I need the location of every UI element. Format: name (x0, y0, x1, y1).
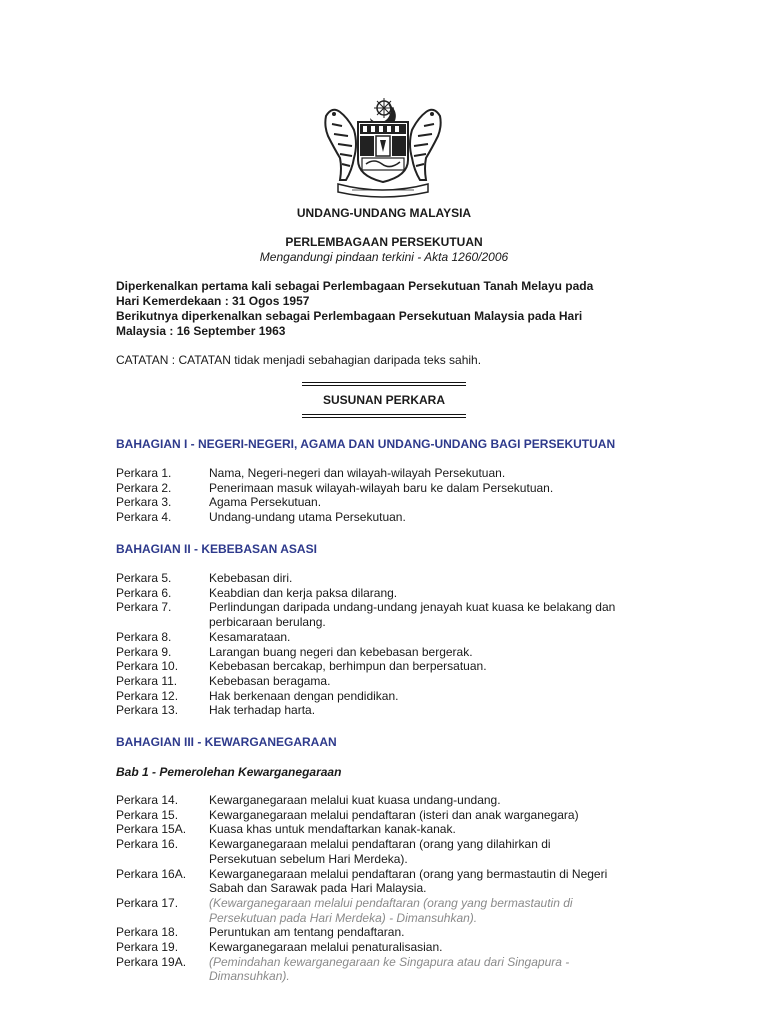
article-row (116, 822, 656, 837)
divider-top (302, 382, 466, 386)
article-title: Kebebasan diri. (209, 571, 293, 585)
article-title-repealed (209, 896, 656, 925)
article-number: Perkara 7. (116, 600, 172, 615)
article-title: Kebebasan beragama. (209, 673, 331, 688)
article-row (116, 466, 656, 481)
document-title: UNDANG-UNDANG MALAYSIA (296, 206, 472, 220)
article-title (209, 867, 656, 896)
article-title: Kesamarataan. (209, 629, 291, 644)
article-number: Perkara 19A. (116, 954, 187, 969)
article-number: Perkara 5. (116, 571, 172, 585)
article-title-line: Persekutuan sebelum Hari Merdeka). (209, 851, 408, 866)
article-row (116, 659, 656, 674)
article-row (116, 837, 656, 866)
article-row (116, 630, 656, 645)
article-title: Kuasa khas untuk mendaftarkan kanak-kanak. (209, 822, 456, 837)
article-title-repealed (209, 955, 656, 984)
article-title (209, 837, 656, 866)
article-row (116, 867, 656, 896)
article-title: Agama Persekutuan. (209, 495, 322, 510)
article-title: Penerimaan masuk wilayah-wilayah baru ke dalam Persekutuan. (209, 480, 554, 495)
article-row (116, 645, 656, 660)
article-number: Perkara 2. (116, 480, 172, 495)
article-number: Perkara 3. (116, 495, 172, 510)
article-row (116, 481, 656, 496)
article-row (116, 689, 656, 704)
article-title-line: (Kewarganegaraan melalui pendaftaran (orang yang bermastautin di (209, 895, 573, 910)
article-row (116, 793, 656, 808)
intro-paragraph (116, 279, 656, 339)
intro-line: Hari Kemerdekaan : 31 Ogos 1957 (116, 294, 310, 308)
article-title: Undang-undang utama Persekutuan. (209, 510, 406, 525)
article-number: Perkara 16A. (116, 866, 187, 881)
article-title: Kewarganegaraan melalui kuat kuasa undang-undang. (209, 793, 501, 807)
article-list (116, 571, 656, 718)
article-number: Perkara 9. (116, 644, 172, 659)
article-title: Hak berkenaan dengan pendidikan. (209, 688, 399, 703)
article-title: Peruntukan am tentang pendaftaran. (209, 925, 405, 940)
malaysia-coat-of-arms-icon (318, 96, 448, 198)
article-number: Perkara 6. (116, 585, 172, 600)
article-row (116, 495, 656, 510)
part-heading: BAHAGIAN II - KEBEBASAN ASASI (116, 542, 317, 556)
article-number: Perkara 15A. (116, 822, 187, 837)
article-title-line: Dimansuhkan). (209, 969, 290, 984)
article-number: Perkara 15. (116, 807, 179, 822)
article-title-line: Perlindungan daripada undang-undang jenayah kuat kuasa ke belakang dan (209, 600, 616, 615)
divider-bottom (302, 414, 466, 418)
intro-line: Diperkenalkan pertama kali sebagai Perlembagaan Persekutuan Tanah Melayu pada (116, 279, 594, 293)
article-row (116, 808, 656, 823)
part-heading: BAHAGIAN III - KEWARGANEGARAAN (116, 735, 337, 749)
article-row (116, 955, 656, 984)
article-title-line: Kewarganegaraan melalui pendaftaran (orang yang dilahirkan di (209, 837, 551, 852)
article-number: Perkara 13. (116, 703, 179, 718)
article-number: Perkara 19. (116, 940, 179, 955)
article-title: Hak terhadap harta. (209, 703, 316, 718)
part-heading: BAHAGIAN I - NEGERI-NEGERI, AGAMA DAN UNDANG-UNDANG BAGI PERSEKUTUAN (116, 437, 616, 451)
toc-title: SUSUNAN PERKARA (322, 393, 445, 407)
article-number: Perkara 4. (116, 510, 172, 525)
article-number: Perkara 11. (116, 673, 178, 688)
article-title-line: Sabah dan Sarawak pada Hari Malaysia. (209, 881, 427, 896)
article-title-line: Kewarganegaraan melalui pendaftaran (orang yang bermastautin di Negeri (209, 866, 608, 881)
article-title-line: (Pemindahan kewarganegaraan ke Singapura atau dari Singapura - (209, 954, 570, 969)
article-title (209, 600, 656, 629)
article-row (116, 510, 656, 525)
article-row (116, 940, 656, 955)
catatan-note: CATATAN : CATATAN tidak menjadi sebahagian daripada teks sahih. (116, 353, 482, 367)
amendment-note: Mengandungi pindaan terkini - Akta 1260/2006 (259, 250, 509, 264)
article-number: Perkara 14. (116, 793, 179, 807)
article-row (116, 674, 656, 689)
article-number: Perkara 12. (116, 688, 179, 703)
intro-line: Berikutnya diperkenalkan sebagai Perlembagaan Persekutuan Malaysia pada Hari (116, 309, 583, 323)
article-number: Perkara 18. (116, 925, 179, 940)
article-number: Perkara 1. (116, 466, 172, 480)
article-title: Larangan buang negeri dan kebebasan bergerak. (209, 644, 473, 659)
article-title-line: perbicaraan berulang. (209, 615, 326, 630)
article-number: Perkara 8. (116, 629, 172, 644)
article-title: Nama, Negeri-negeri dan wilayah-wilayah Persekutuan. (209, 466, 506, 480)
article-row (116, 600, 656, 629)
chapter-heading: Bab 1 - Pemerolehan Kewarganegaraan (116, 765, 342, 779)
article-title: Keabdian dan kerja paksa dilarang. (209, 585, 398, 600)
article-number: Perkara 10. (116, 659, 179, 674)
article-row (116, 703, 656, 718)
article-row (116, 586, 656, 601)
article-row (116, 896, 656, 925)
article-row (116, 571, 656, 586)
article-number: Perkara 16. (116, 837, 179, 852)
article-title: Kebebasan bercakap, berhimpun dan berpersatuan. (209, 659, 487, 674)
article-list (116, 466, 656, 525)
article-row (116, 925, 656, 940)
article-title-line: Persekutuan pada Hari Merdeka) - Dimansuhkan). (209, 910, 478, 925)
constitution-title: PERLEMBAGAAN PERSEKUTUAN (285, 235, 483, 249)
article-title: Kewarganegaraan melalui pendaftaran (isteri dan anak warganegara) (209, 807, 579, 822)
intro-line: Malaysia : 16 September 1963 (116, 324, 286, 338)
article-list (116, 793, 656, 984)
article-number: Perkara 17. (116, 895, 179, 910)
article-title: Kewarganegaraan melalui penaturalisasian. (209, 940, 443, 955)
